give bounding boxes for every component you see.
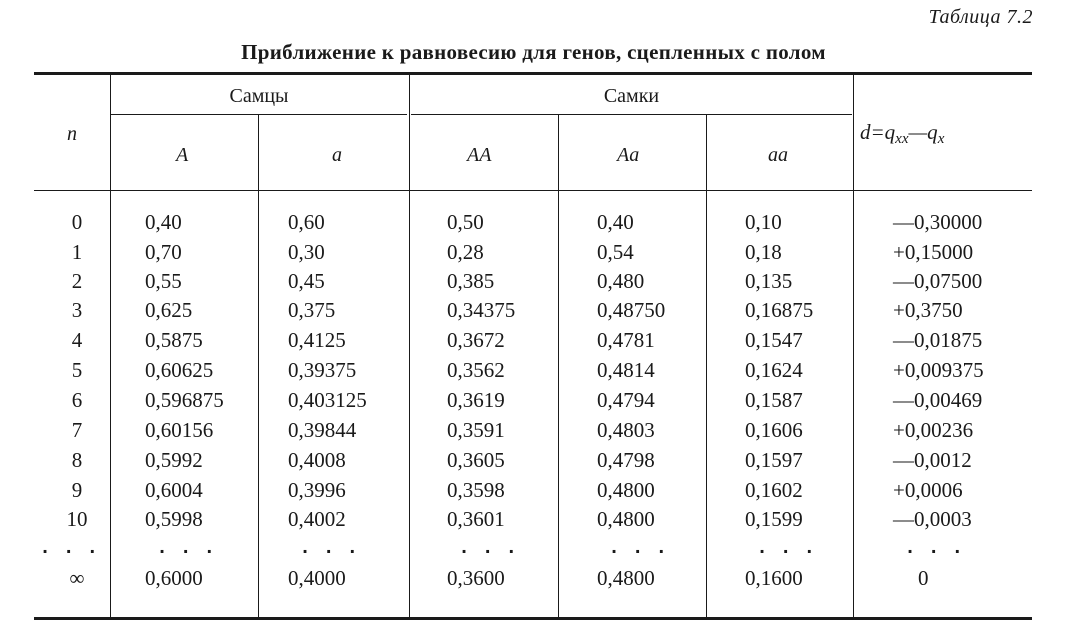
table-cell-AA: 0,3600 (447, 566, 505, 590)
table-cell-AA: . . . (461, 538, 521, 557)
table-cell-a: 0,39844 (288, 418, 357, 442)
table-number: Таблица 7.2 (928, 6, 1033, 28)
table-cell-aa: 0,18 (745, 240, 782, 264)
table-cell-A: 0,6004 (145, 478, 203, 502)
table-cell-n: . . . (42, 538, 102, 557)
table-cell-Aa: . . . (611, 538, 671, 557)
table-cell-d: —0,07500 (893, 269, 983, 293)
table-cell-d: +0,0006 (893, 478, 963, 502)
col-divider-AA (558, 115, 559, 617)
table-cell-Aa: 0,4781 (597, 328, 655, 352)
table-cell-aa: 0,10 (745, 210, 782, 234)
table-cell-a: 0,45 (288, 269, 325, 293)
table-cell-Aa: 0,4798 (597, 448, 655, 472)
table-cell-A: 0,5875 (145, 328, 203, 352)
table-cell-d: +0,009375 (893, 358, 984, 382)
table-cell-d: —0,00469 (893, 388, 983, 412)
table-cell-n: 1 (71, 240, 83, 264)
table-cell-Aa: 0,4814 (597, 358, 655, 382)
table-cell-n: 8 (71, 448, 83, 472)
table-cell-AA: 0,50 (447, 210, 484, 234)
table-cell-aa: 0,1587 (745, 388, 803, 412)
table-cell-d: 0 (918, 566, 929, 590)
table-cell-n: 10 (66, 507, 88, 531)
table-cell-d: +0,15000 (893, 240, 974, 264)
table-cell-n: 5 (71, 358, 83, 382)
table-cell-a: 0,4000 (288, 566, 346, 590)
table-cell-A: 0,6000 (145, 566, 203, 590)
table-cell-AA: 0,3598 (447, 478, 505, 502)
table-cell-AA: 0,3672 (447, 328, 505, 352)
table-cell-aa: 0,16875 (745, 298, 814, 322)
table-cell-A: 0,596875 (145, 388, 224, 412)
header-females: Самки (603, 85, 660, 107)
males-group-rule (111, 114, 407, 115)
table-cell-AA: 0,3601 (447, 507, 505, 531)
col-divider-d (853, 75, 854, 617)
table-cell-n: 9 (71, 478, 83, 502)
table-cell-d: —0,0012 (893, 448, 972, 472)
table-cell-n: 7 (71, 418, 83, 442)
col-divider-males-females (409, 75, 410, 617)
table-cell-a: 0,3996 (288, 478, 346, 502)
header-col-A: A (176, 144, 189, 166)
table-cell-A: 0,40 (145, 210, 182, 234)
table-cell-Aa: 0,4800 (597, 478, 655, 502)
table-cell-aa: 0,1606 (745, 418, 803, 442)
table-cell-AA: 0,3591 (447, 418, 505, 442)
table-cell-Aa: 0,4800 (597, 566, 655, 590)
header-d-formula: $d=q_{xx}—q_x$ (860, 120, 945, 147)
table-cell-AA: 0,34375 (447, 298, 516, 322)
table-cell-a: 0,60 (288, 210, 325, 234)
table-cell-d: . . . (907, 538, 967, 557)
table-cell-AA: 0,3605 (447, 448, 505, 472)
table-cell-aa: . . . (759, 538, 819, 557)
header-n: n (67, 123, 77, 145)
header-col-AA: AA (467, 144, 492, 166)
table-cell-AA: 0,3562 (447, 358, 505, 382)
table-cell-a: 0,30 (288, 240, 325, 264)
table-cell-d: +0,3750 (893, 298, 963, 322)
table-cell-d: —0,30000 (893, 210, 983, 234)
table-cell-aa: 0,1600 (745, 566, 803, 590)
table-cell-aa: 0,1599 (745, 507, 803, 531)
table-cell-Aa: 0,4800 (597, 507, 655, 531)
table-cell-A: 0,5998 (145, 507, 203, 531)
col-divider-n (110, 75, 111, 617)
table-cell-aa: 0,135 (745, 269, 793, 293)
table-cell-aa: 0,1547 (745, 328, 803, 352)
table-cell-n: ∞ (69, 566, 85, 590)
table-cell-a: 0,403125 (288, 388, 367, 412)
table-cell-d: +0,00236 (893, 418, 974, 442)
table-cell-n: 6 (71, 388, 83, 412)
table-cell-A: 0,5992 (145, 448, 203, 472)
table-cell-A: 0,60156 (145, 418, 214, 442)
females-group-rule (411, 114, 852, 115)
table-cell-AA: 0,385 (447, 269, 495, 293)
table-cell-Aa: 0,480 (597, 269, 645, 293)
col-divider-Aa (706, 115, 707, 617)
table-cell-n: 0 (71, 210, 83, 234)
table-cell-aa: 0,1624 (745, 358, 803, 382)
table-cell-aa: 0,1597 (745, 448, 803, 472)
table-cell-a: 0,4008 (288, 448, 346, 472)
table-cell-AA: 0,28 (447, 240, 484, 264)
table-cell-Aa: 0,40 (597, 210, 634, 234)
table-cell-Aa: 0,4803 (597, 418, 655, 442)
table-cell-Aa: 0,4794 (597, 388, 655, 412)
col-divider-A (258, 115, 259, 617)
table-cell-A: 0,60625 (145, 358, 214, 382)
table-title: Приближение к равновесию для генов, сцепленных с полом (241, 40, 826, 64)
table-cell-aa: 0,1602 (745, 478, 803, 502)
table-cell-Aa: 0,54 (597, 240, 634, 264)
table-cell-A: 0,625 (145, 298, 193, 322)
table-cell-A: 0,55 (145, 269, 182, 293)
header-bottom-rule (34, 190, 1032, 191)
table-cell-AA: 0,3619 (447, 388, 505, 412)
table-cell-a: 0,375 (288, 298, 336, 322)
top-rule (34, 72, 1032, 75)
table-cell-A: 0,70 (145, 240, 182, 264)
table-cell-a: 0,39375 (288, 358, 357, 382)
table-cell-Aa: 0,48750 (597, 298, 666, 322)
header-males: Самцы (229, 85, 289, 107)
table-cell-n: 2 (71, 269, 83, 293)
table-cell-n: 3 (71, 298, 83, 322)
table-cell-a: 0,4125 (288, 328, 346, 352)
header-col-a: a (332, 144, 342, 166)
table-cell-a: 0,4002 (288, 507, 346, 531)
bottom-rule (34, 617, 1032, 620)
table-cell-a: . . . (302, 538, 362, 557)
table-cell-n: 4 (71, 328, 83, 352)
table-cell-d: —0,0003 (893, 507, 972, 531)
table-cell-d: —0,01875 (893, 328, 983, 352)
header-col-aa: aa (768, 144, 788, 166)
table-cell-A: . . . (159, 538, 219, 557)
header-col-Aa: Aa (617, 144, 640, 166)
